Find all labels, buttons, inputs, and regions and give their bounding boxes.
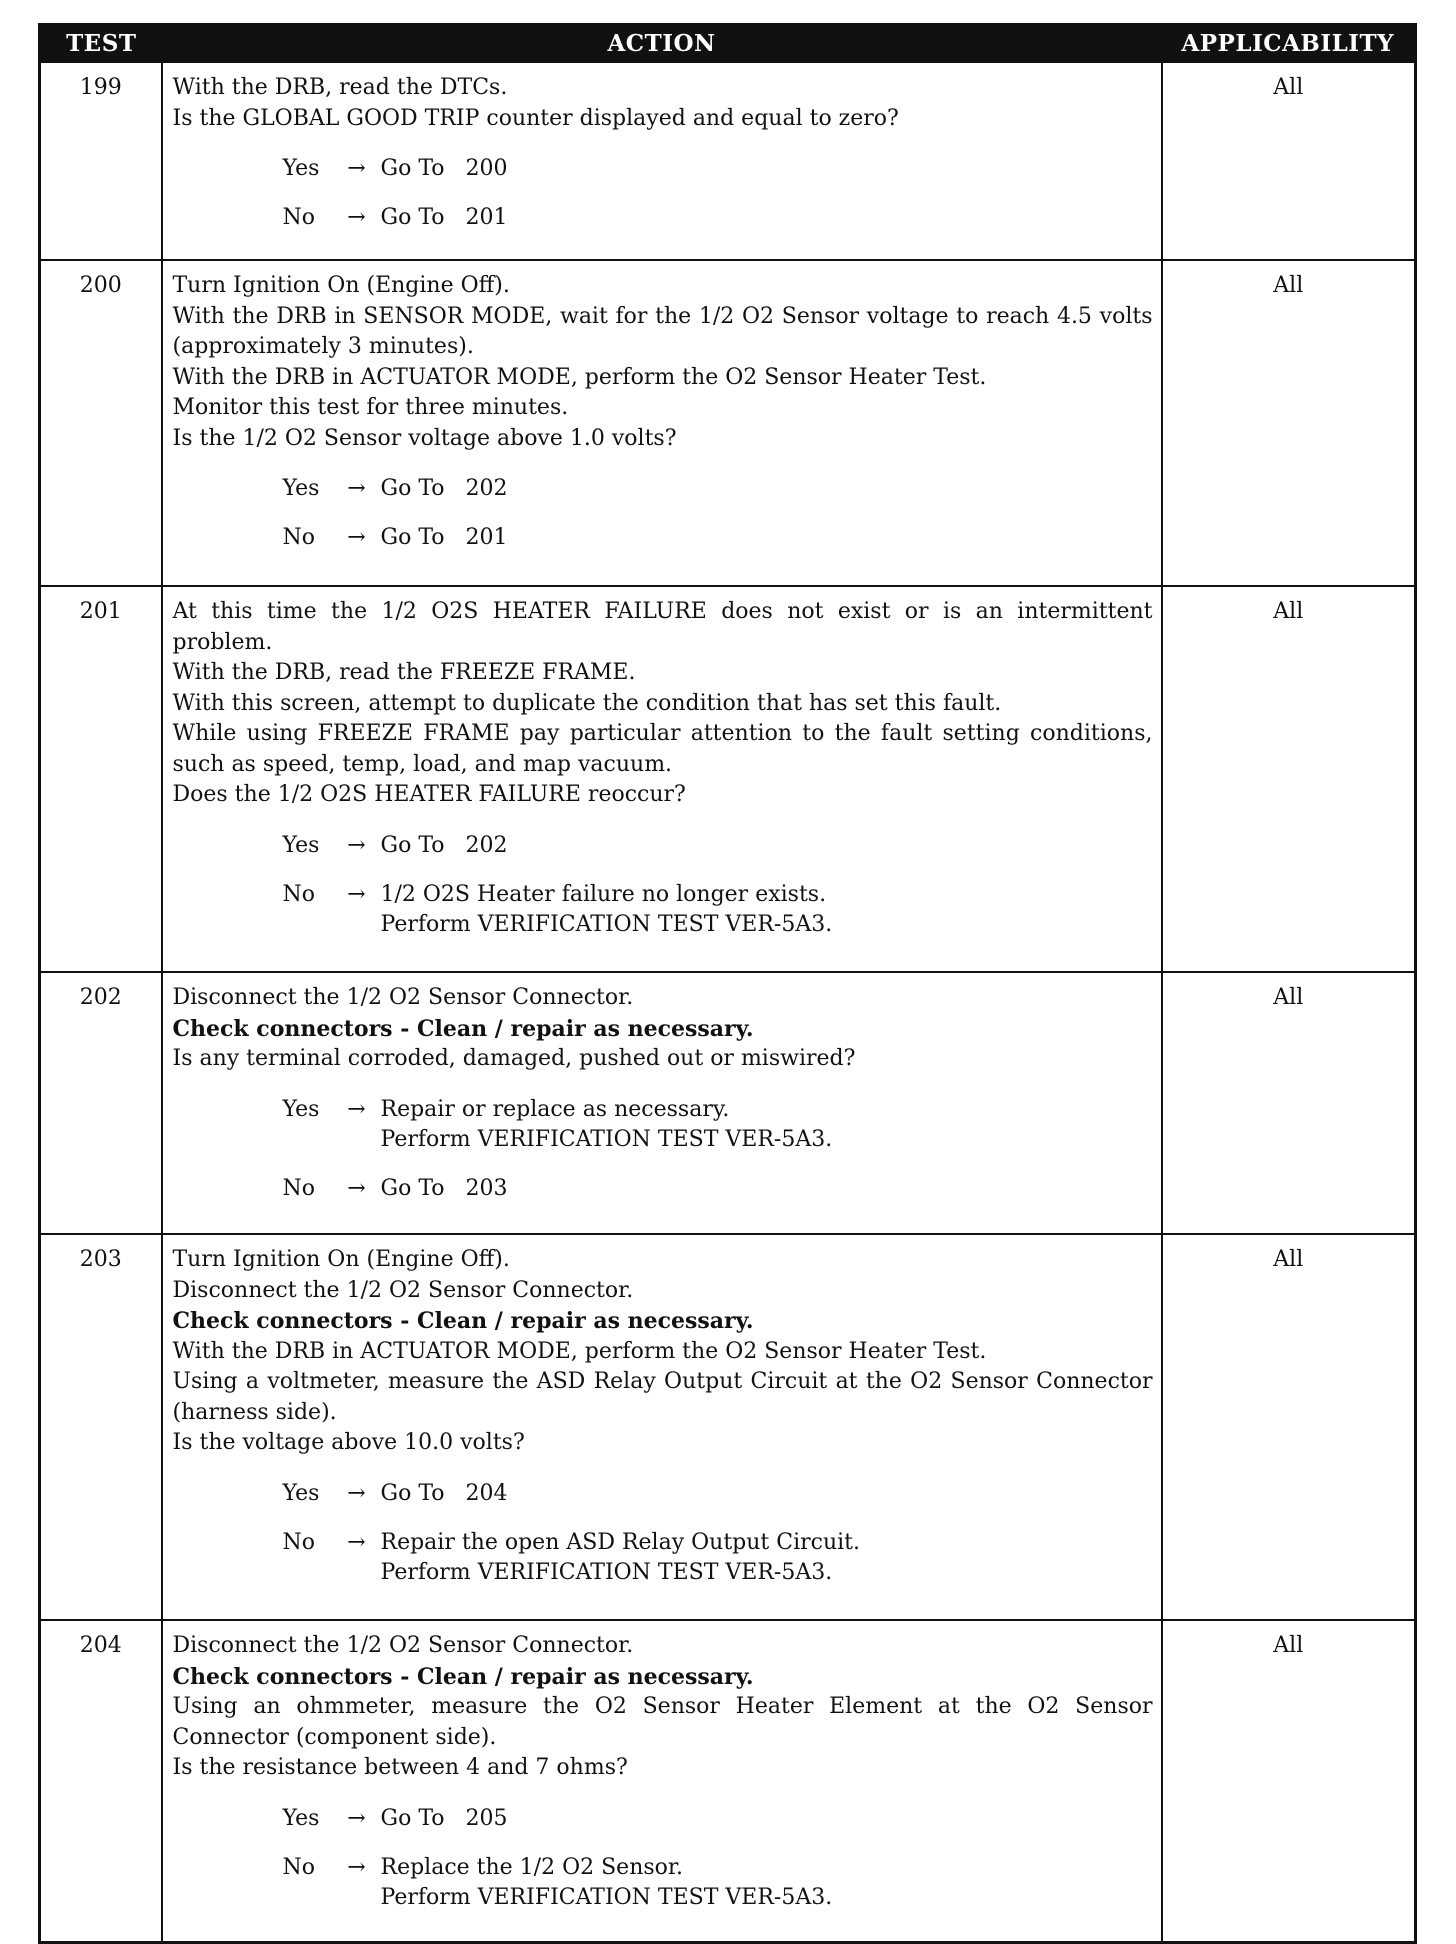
action-instruction: At this time the 1/2 O2S HEATER FAILURE does not exist or is an intermittent problem. (172, 599, 1153, 655)
action-instruction: With the DRB, read the FREEZE FRAME. (172, 660, 636, 685)
table-row (40, 586, 1416, 972)
decision-option (173, 1174, 1153, 1204)
option-result-line: Replace the 1/2 O2 Sensor. (380, 1854, 683, 1880)
right-arrow-icon: → (347, 156, 366, 181)
option-result (381, 1479, 508, 1509)
option-label: Yes (282, 156, 320, 181)
option-result-line: Go To 201 (380, 205, 508, 230)
option-result-line: Go To 202 (380, 476, 508, 501)
action-instruction: Using an ohmmeter, measure the O2 Sensor Heater Element at the O2 Sensor Connector (component side). (172, 1694, 1153, 1750)
action-instruction: Disconnect the 1/2 O2 Sensor Connector. (172, 1277, 634, 1303)
action-cell (162, 972, 1162, 1234)
action-instruction: With the DRB in ACTUATOR MODE, perform the O2 Sensor Heater Test. (172, 1338, 987, 1364)
option-result (381, 1853, 833, 1913)
action-cell (162, 1234, 1162, 1620)
decision-option (173, 831, 1153, 861)
action-instruction-bold: Check connectors - Clean / repair as necessary. (172, 1308, 754, 1334)
option-label: Yes (282, 1096, 320, 1122)
right-arrow-icon: → (347, 1805, 366, 1831)
table-row (40, 62, 1416, 260)
table-header (40, 25, 1416, 63)
option-result-line: Go To 205 (380, 1805, 508, 1831)
diagnostic-test-table (38, 23, 1417, 1944)
test-number: 202 (40, 972, 162, 1234)
option-label: Yes (282, 476, 320, 501)
action-instruction: With the DRB in ACTUATOR MODE, perform the O2 Sensor Heater Test. (172, 364, 987, 390)
applicability-value: All (1162, 972, 1416, 1234)
action-instruction: Is the 1/2 O2 Sensor voltage above 1.0 volts? (172, 425, 677, 451)
test-number: 201 (40, 586, 162, 972)
applicability-value: All (1162, 62, 1416, 260)
option-result (381, 1528, 861, 1588)
action-instruction: Turn Ignition On (Engine Off). (172, 273, 510, 298)
option-result-line: Repair the open ASD Relay Output Circuit. (380, 1529, 860, 1555)
option-result-line: Repair or replace as necessary. (380, 1096, 730, 1122)
option-result-line: 1/2 O2S Heater failure no longer exists. (380, 881, 827, 907)
action-cell (162, 1620, 1162, 1943)
action-cell (162, 62, 1162, 260)
test-number: 199 (40, 62, 162, 260)
right-arrow-icon: → (347, 476, 366, 501)
applicability-value: All (1162, 260, 1416, 586)
right-arrow-icon: → (347, 832, 366, 858)
applicability-value: All (1162, 586, 1416, 972)
action-instruction: Monitor this test for three minutes. (172, 395, 569, 420)
option-label: No (282, 525, 315, 550)
option-result (381, 1095, 833, 1155)
right-arrow-icon: → (347, 1175, 366, 1201)
action-instruction: Disconnect the 1/2 O2 Sensor Connector. (172, 985, 634, 1010)
test-number: 203 (40, 1234, 162, 1620)
option-result-line: Go To 200 (380, 156, 508, 181)
action-cell (162, 586, 1162, 972)
header-test: TEST (40, 25, 162, 63)
option-result-line: Go To 204 (380, 1480, 508, 1506)
option-label: No (282, 1529, 315, 1555)
action-instruction-bold: Check connectors - Clean / repair as necessary. (172, 1015, 754, 1042)
right-arrow-icon: → (347, 1096, 366, 1122)
right-arrow-icon: → (347, 881, 366, 907)
decision-option (173, 203, 1153, 233)
decision-option (173, 1804, 1153, 1834)
decision-option (173, 880, 1153, 940)
decision-option (173, 474, 1153, 504)
right-arrow-icon: → (347, 1854, 366, 1880)
decision-option (173, 1853, 1153, 1913)
action-instruction: With the DRB in SENSOR MODE, wait for the 1/2 O2 Sensor voltage to reach 4.5 volts (approximately 3 minutes). (172, 303, 1153, 359)
table-body (40, 62, 1416, 1943)
action-instruction: Turn Ignition On (Engine Off). (172, 1247, 510, 1272)
decision-option (173, 154, 1153, 184)
option-result-line: Perform VERIFICATION TEST VER-5A3. (380, 1126, 833, 1152)
action-instruction: Is the GLOBAL GOOD TRIP counter displayed and equal to zero? (172, 105, 899, 131)
action-instruction: Disconnect the 1/2 O2 Sensor Connector. (172, 1633, 634, 1658)
option-result-line: Go To 203 (380, 1175, 508, 1201)
option-result-line: Perform VERIFICATION TEST VER-5A3. (380, 1884, 833, 1910)
option-label: Yes (282, 1805, 320, 1831)
decision-option (173, 1095, 1153, 1155)
option-label: No (282, 881, 315, 907)
right-arrow-icon: → (347, 205, 366, 230)
table-row (40, 260, 1416, 586)
option-result-line: Perform VERIFICATION TEST VER-5A3. (380, 911, 833, 937)
option-result (381, 474, 508, 504)
option-label: No (282, 1854, 315, 1880)
option-label: Yes (282, 832, 320, 858)
action-cell (162, 260, 1162, 586)
table-row (40, 1620, 1416, 1943)
decision-option (173, 1528, 1153, 1588)
action-instruction: With this screen, attempt to duplicate the condition that has set this fault. (172, 690, 1002, 716)
applicability-value: All (1162, 1620, 1416, 1943)
test-number: 200 (40, 260, 162, 586)
option-result (381, 1174, 508, 1204)
action-instruction-bold: Check connectors - Clean / repair as necessary. (172, 1663, 754, 1690)
option-result (381, 523, 508, 553)
option-label: No (282, 1175, 315, 1201)
option-result-line: Go To 201 (380, 525, 508, 550)
action-instruction: Is the voltage above 10.0 volts? (172, 1430, 525, 1455)
option-result (381, 154, 508, 184)
option-result (381, 880, 833, 940)
action-instruction: Is the resistance between 4 and 7 ohms? (172, 1755, 628, 1780)
action-instruction: With the DRB, read the DTCs. (172, 75, 508, 100)
action-instruction: Using a voltmeter, measure the ASD Relay Output Circuit at the O2 Sensor Connector (harness side). (172, 1369, 1153, 1425)
table-row (40, 972, 1416, 1234)
right-arrow-icon: → (347, 1480, 366, 1506)
table-row (40, 1234, 1416, 1620)
action-instruction: Is any terminal corroded, damaged, pushed out or miswired? (172, 1046, 856, 1071)
option-label: Yes (282, 1480, 320, 1506)
header-applicability: APPLICABILITY (1162, 25, 1416, 63)
decision-option (173, 523, 1153, 553)
option-result-line: Perform VERIFICATION TEST VER-5A3. (380, 1559, 833, 1585)
option-result (381, 1804, 508, 1834)
test-number: 204 (40, 1620, 162, 1943)
right-arrow-icon: → (347, 1529, 366, 1555)
option-label: No (282, 205, 315, 230)
decision-option (173, 1479, 1153, 1509)
option-result (381, 831, 508, 861)
option-result-line: Go To 202 (380, 832, 508, 858)
option-result (381, 203, 508, 233)
right-arrow-icon: → (347, 525, 366, 550)
header-action: ACTION (162, 25, 1162, 63)
applicability-value: All (1162, 1234, 1416, 1620)
action-instruction: While using FREEZE FRAME pay particular attention to the fault setting conditions, such as speed, temp, load, and map vacuum. (172, 721, 1153, 777)
action-instruction: Does the 1/2 O2S HEATER FAILURE reoccur? (172, 782, 686, 807)
